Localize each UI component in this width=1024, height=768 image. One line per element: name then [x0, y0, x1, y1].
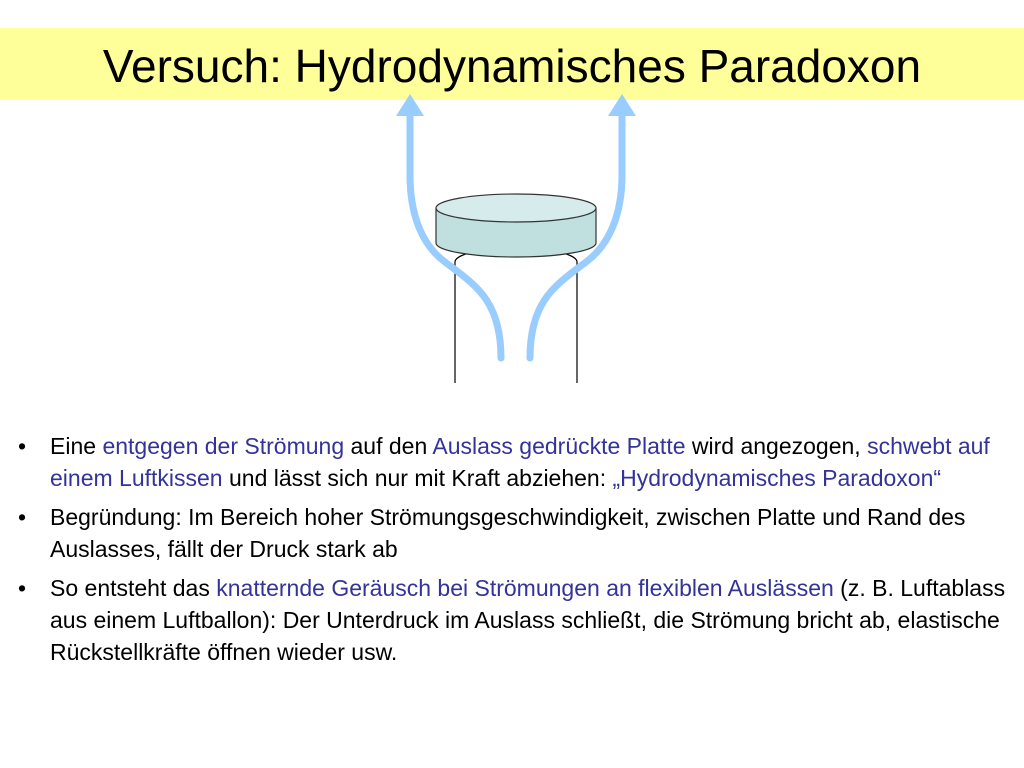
bullet-text: (z. B. Luftablass aus einem Luftballon): Der Unterdruck im Auslass schließt, die Strömung bricht ab, elastische Rückstellkräfte öffnen wieder usw.	[50, 575, 1006, 665]
bullet-text: So entsteht das	[50, 575, 217, 601]
highlighted-text: knatternde Geräusch bei Strömungen an flexiblen Auslässen	[216, 575, 834, 601]
outlet-tube	[455, 248, 577, 383]
bullet-text: wird angezogen,	[685, 433, 868, 459]
bullet-text: und lässt sich nur mit Kraft abziehen:	[222, 465, 613, 491]
bullet-item	[18, 430, 1018, 494]
page-title: Versuch: Hydrodynamisches Paradoxon	[102, 40, 922, 92]
bullet-marker: •	[18, 504, 27, 530]
highlighted-text: schwebt auf einem Luftkissen	[50, 433, 990, 491]
bullet-text: auf den	[344, 433, 433, 459]
highlighted-text: „Hydrodynamisches Paradoxon“	[612, 465, 942, 491]
bullet-list	[18, 430, 1018, 675]
plate	[436, 194, 596, 257]
bullet-item	[18, 572, 1018, 668]
bullet-marker: •	[18, 433, 27, 459]
highlighted-text: entgegen der Strömung	[102, 433, 345, 459]
bullet-item	[18, 501, 1018, 565]
bullet-text: Begründung: Im Bereich hoher Strömungsgeschwindigkeit, zwischen Platte und Rand des Auslasses, fällt der Druck stark ab	[50, 504, 966, 562]
highlighted-text: Auslass gedrückte Platte	[432, 433, 686, 459]
bullet-text: Eine	[50, 433, 103, 459]
bullet-marker: •	[18, 575, 27, 601]
